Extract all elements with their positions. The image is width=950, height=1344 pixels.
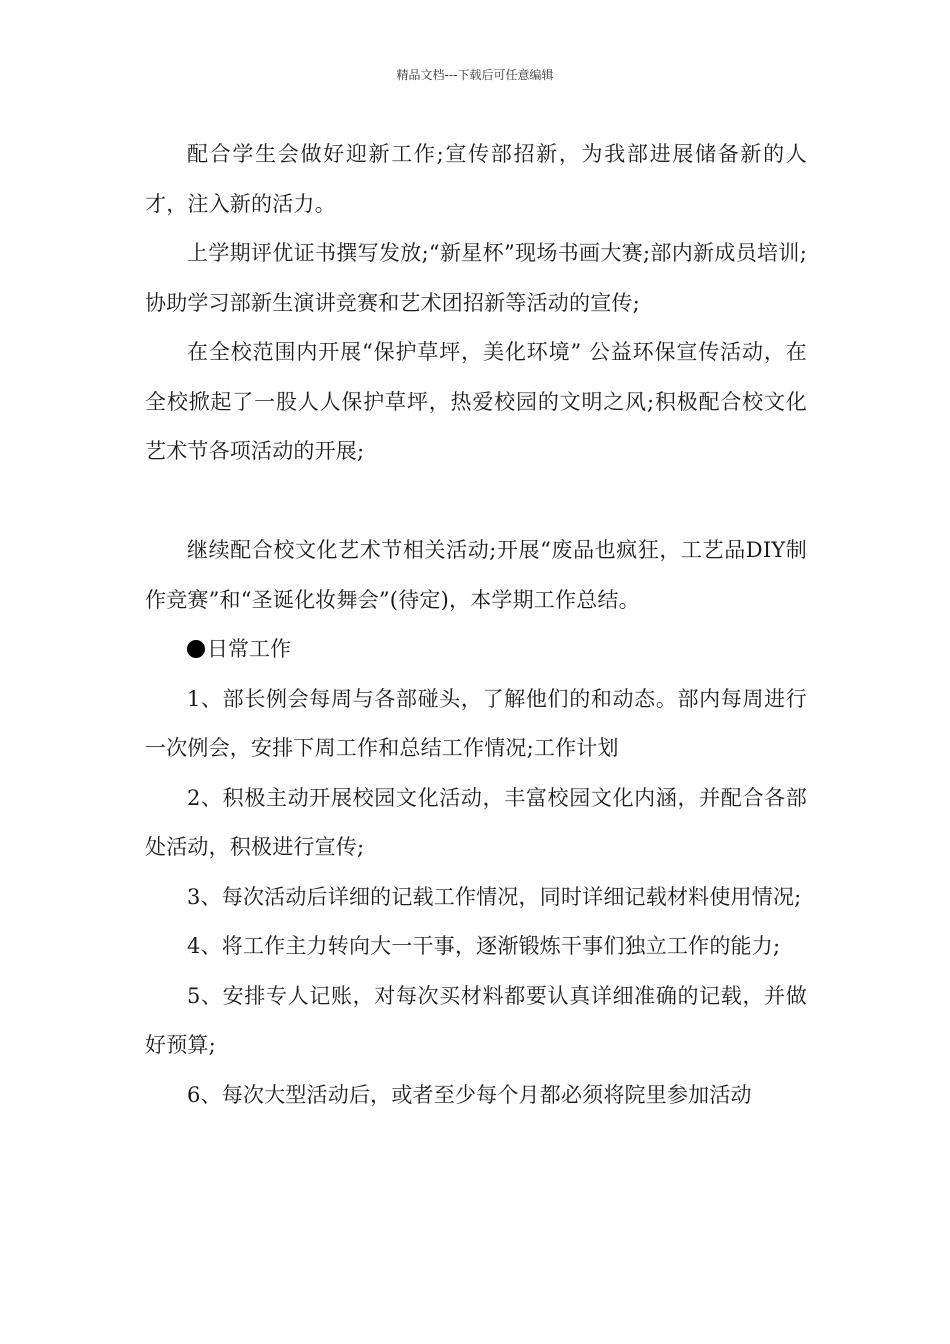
paragraph-last-semester: 上学期评优证书撰写发放;“新星杯”现场书画大赛;部内新成员培训;协助学习部新生演讲竞赛和艺术团招新等活动的宣传;: [145, 241, 807, 315]
section-heading-daily-work: [145, 625, 807, 675]
list-item: 6、每次大型活动后，或者至少每个月都必须将院里参加活动: [187, 1082, 752, 1107]
list-item: 1、部长例会每周与各部碰头，了解他们的和动态。部内每周进行一次例会，安排下周工作和总结工作情况;工作计划: [145, 686, 807, 760]
list-item: 5、安排专人记账，对每次买材料都要认真详细准确的记载，并做好预算;: [145, 983, 807, 1057]
document-body: [145, 130, 807, 1120]
blank-line: [145, 477, 807, 527]
paragraph-lawn-campaign: 在全校范围内开展“保护草坪，美化环境” 公益环保宣传活动，在全校掀起了一股人人保护草坪，热爱校园的文明之风;积极配合校文化艺术节各项活动的开展;: [145, 340, 807, 463]
paragraph-recruitment: 配合学生会做好迎新工作;宣传部招新，为我部进展储备新的人才，注入新的活力。: [145, 142, 807, 216]
list-item: 4、将工作主力转向大一干事，逐渐锻炼干事们独立工作的能力;: [187, 934, 781, 958]
bullet-dot-icon: [187, 640, 205, 658]
page-header: 精品文档---下载后可任意编辑: [396, 68, 554, 82]
list-item: 3、每次活动后详细的记载工作情况，同时详细记载材料使用情况;: [187, 884, 802, 909]
paragraph-art-festival: 继续配合校文化艺术节相关活动;开展“废品也疯狂，工艺品DIY制作竞赛”和“圣诞化妆舞会”(待定)，本学期工作总结。: [145, 538, 807, 612]
list-item: 2、积极主动开展校园文化活动，丰富校园文化内涵，并配合各部处活动，积极进行宣传;: [145, 785, 807, 859]
section-title: 日常工作: [207, 637, 291, 661]
